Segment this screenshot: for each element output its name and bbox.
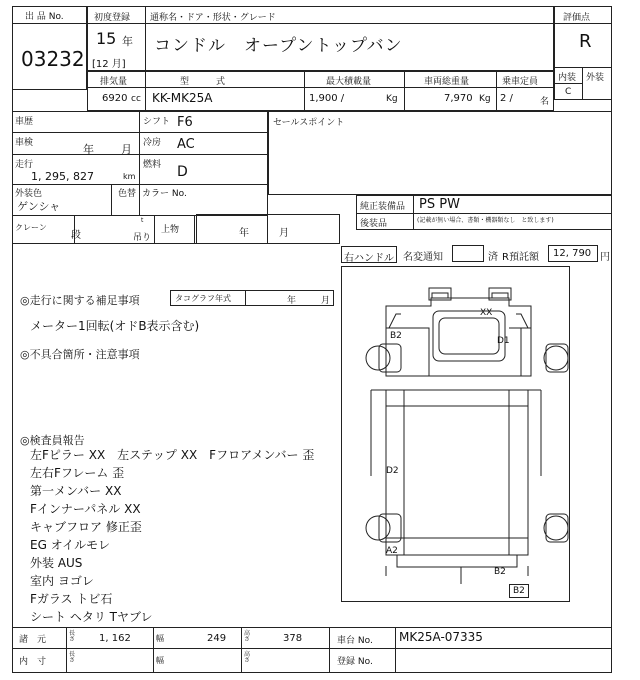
travel-note-line: メーター1回転(オドB表示含む) <box>30 319 200 333</box>
max-load-unit: Kg <box>386 94 398 104</box>
damage-mark-b2-boxed: B2 <box>513 586 525 596</box>
interior-score: C <box>565 87 572 97</box>
color-code-label: カラー No. <box>142 189 187 199</box>
model-code: KK-MK25A <box>152 91 213 105</box>
registration-box <box>87 6 554 71</box>
tachograph-box <box>170 290 334 306</box>
sales-point-box <box>268 111 612 195</box>
evaluation-score: R <box>579 31 592 52</box>
crane-ton-label: 吊り <box>133 233 152 243</box>
aftermarket-note: (記載が無い場合、書類・機器類なし と致します) <box>417 217 554 224</box>
inspector-report-line: Fインナーパネル XX <box>30 502 141 516</box>
inspector-report-line: EG オイルモレ <box>30 538 111 552</box>
displacement-value: 6920 <box>102 93 128 104</box>
displacement-label: 排気量 <box>100 77 128 87</box>
damage-mark-a2: A2 <box>386 546 398 556</box>
damage-mark-xx: XX <box>480 308 493 318</box>
inspector-report-line: 外装 AUS <box>30 556 83 570</box>
gross-weight-value: 7,970 <box>444 93 473 104</box>
lot-number-box <box>12 6 87 90</box>
shift-value: F6 <box>177 115 193 130</box>
tachograph-label: タコグラフ年式 <box>175 294 231 303</box>
registration-number-label: 登録 No. <box>337 657 373 667</box>
inspector-report-line: キャブフロア 修正歪 <box>30 520 142 534</box>
crane-label: クレーン <box>15 223 47 232</box>
name-change-box <box>452 245 484 262</box>
name-change-label: 名変通知 <box>403 252 443 263</box>
model-description-label: 通称名・ドア・形状・グレード <box>150 13 276 23</box>
car-name: コンドル オープントップバン <box>154 36 403 56</box>
exterior-color: ゲンシャ <box>17 200 61 213</box>
registration-year-unit: 年 <box>122 35 133 48</box>
steering-box <box>341 246 397 263</box>
inspector-report-list <box>30 446 330 626</box>
width-label: 幅 <box>156 634 164 643</box>
interior-width-label: 幅 <box>156 656 164 665</box>
damage-mark-d1: D1 <box>497 336 510 346</box>
inspector-report-line: 第一メンバー XX <box>30 484 122 498</box>
inspector-report-line: Fガラス トビ石 <box>30 592 113 606</box>
inspector-report-line: 左右Fフレーム 歪 <box>30 466 125 480</box>
aftermarket-label: 後装品 <box>360 219 388 229</box>
recycle-deposit-mark: 済 <box>488 252 498 263</box>
recycle-amount: 12, 790 <box>553 248 592 259</box>
model-type-label: 型 式 <box>180 77 226 87</box>
upper-body-year: 年 <box>239 228 249 239</box>
capacity-unit: 名 <box>540 97 550 107</box>
mileage-label: 走行 <box>15 160 34 170</box>
defect-notes-header: ◎不具合箇所・注意事項 <box>20 348 140 361</box>
fuel-label: 燃料 <box>143 160 162 170</box>
dimensions-table <box>12 627 612 673</box>
exterior-score-label: 外装 <box>586 73 605 83</box>
shift-label: シフト <box>143 117 171 127</box>
interior-dimensions-label: 内 寸 <box>19 657 47 667</box>
genuine-equipment-label: 純正装備品 <box>360 202 406 212</box>
color-change-label: 色替 <box>118 189 137 199</box>
evaluation-box <box>554 6 612 100</box>
damage-mark-box <box>509 584 529 598</box>
inspector-report-line: シート ヘタリ Tヤブレ <box>30 610 153 624</box>
upper-body-date-box <box>196 214 340 244</box>
tachograph-year: 年 <box>287 296 297 306</box>
sales-point-label: セールスポイント <box>273 118 345 128</box>
upper-body-month: 月 <box>279 228 289 239</box>
genuine-equipment: PS PW <box>419 197 460 212</box>
damage-mark-b2-cab: B2 <box>390 331 402 341</box>
dimensions-label: 諸 元 <box>19 635 47 645</box>
first-registration-label: 初度登録 <box>94 13 131 23</box>
damage-mark-d2: D2 <box>386 466 399 476</box>
history-label: 車歴 <box>15 117 34 127</box>
steering-value: 右ハンドル <box>344 253 394 264</box>
chassis-number-label: 車台 No. <box>337 636 373 646</box>
mileage-value: 1, 295, 827 <box>31 170 94 183</box>
inspection-label: 車検 <box>15 138 34 148</box>
length-value: 1, 162 <box>99 633 131 644</box>
ac-label: 冷房 <box>143 138 162 148</box>
max-load-value: 1,900 / <box>309 93 345 104</box>
travel-notes-header: ◎走行に関する補足事項 <box>20 294 140 307</box>
interior-score-label: 内装 <box>558 73 577 83</box>
evaluation-label: 評価点 <box>563 13 591 23</box>
interior-length-label: 長さ <box>69 651 76 664</box>
chassis-number: MK25A-07335 <box>399 630 483 644</box>
inspection-year: 年 <box>83 143 94 156</box>
max-load-label: 最大積載量 <box>326 77 372 87</box>
equipment-box <box>356 195 612 230</box>
inspector-report-line: 室内 ヨゴレ <box>30 574 94 588</box>
exterior-color-label: 外装色 <box>15 189 43 199</box>
ac-value: AC <box>177 137 195 152</box>
mileage-unit: km <box>123 172 136 181</box>
recycle-label: R預託額 <box>502 252 539 263</box>
inspection-month: 月 <box>121 143 132 156</box>
gross-weight-unit: Kg <box>479 94 491 104</box>
length-label: 長さ <box>69 630 76 643</box>
registration-month: [12 月] <box>92 59 126 70</box>
interior-height-label: 高さ <box>244 651 251 664</box>
capacity-label: 乗車定員 <box>502 77 539 87</box>
fuel-value: D <box>177 164 188 180</box>
gross-weight-label: 車両総重量 <box>424 77 470 87</box>
lot-number-label: 出 品 No. <box>25 12 64 22</box>
capacity-value: 2 / <box>500 93 513 104</box>
width-value: 249 <box>207 633 227 644</box>
crane-ton-top: t <box>141 217 144 224</box>
height-value: 378 <box>283 633 303 644</box>
inspector-report-line: 左Fピラー XX 左ステップ XX Fフロアメンバー 歪 <box>30 448 315 462</box>
height-label: 高さ <box>244 630 251 643</box>
yen-unit: 円 <box>600 252 610 263</box>
lot-number: 03232 <box>21 47 85 71</box>
inspector-report-header: ◎検査員報告 <box>20 434 85 447</box>
truck-damage-diagram <box>341 266 570 602</box>
spec-table <box>87 71 554 111</box>
tachograph-month: 月 <box>321 296 331 306</box>
registration-year: 15 <box>96 29 117 48</box>
damage-mark-b2-rear: B2 <box>494 567 506 577</box>
crane-stage-label: 段 <box>71 230 81 241</box>
upper-body-label: 上物 <box>161 225 180 235</box>
recycle-amount-box <box>548 245 598 262</box>
displacement-unit: cc <box>131 94 141 104</box>
